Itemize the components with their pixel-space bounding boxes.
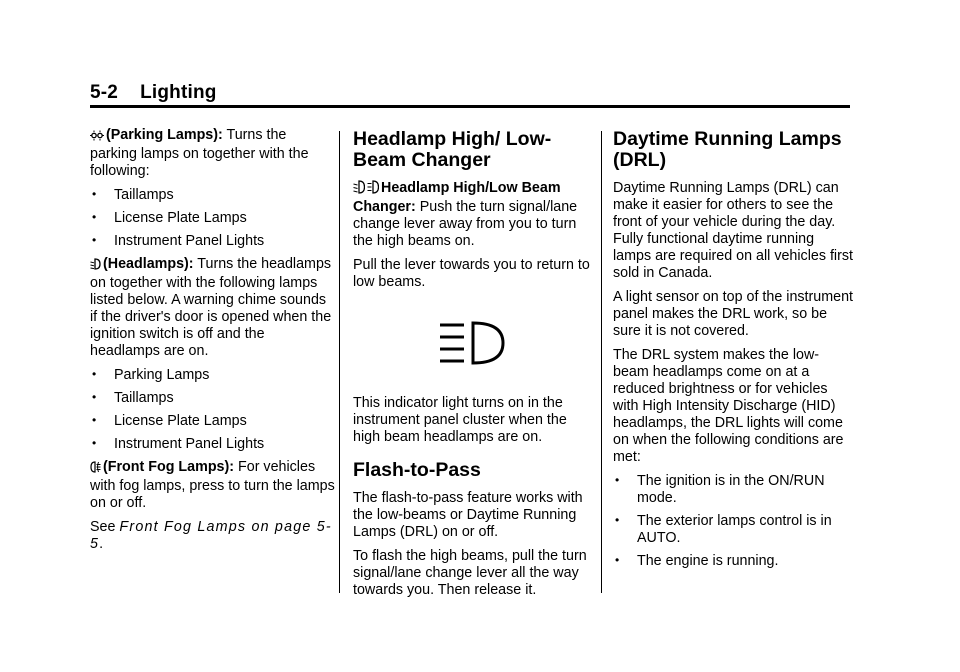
parking-lamps-label: (Parking Lamps): [106,127,223,143]
list-item: • The exterior lamps control is in AUTO. [615,513,832,546]
list-item: • License Plate Lamps [92,413,247,429]
section-heading: Headlamp High/ Low-Beam Changer [353,128,552,171]
high-beam-indicator-icon [437,317,509,369]
list-item: • Taillamps [92,390,174,406]
drl-conditions-list [613,473,853,570]
list-item: • The ignition is in the ON/RUN mode. [615,473,825,506]
headlamps-label: (Headlamps): [103,256,194,272]
list-item: • Instrument Panel Lights [92,233,265,249]
list-item: • Parking Lamps [92,367,210,383]
drl-paragraph-2: A light sensor on top of the instrument panel makes the DRL work, so be sure it is not covered. [613,289,854,339]
parking-lamp-icon [90,129,104,146]
column-divider [601,131,602,593]
list-item: • Instrument Panel Lights [92,436,265,452]
pull-paragraph: Pull the lever towards you to return to low beams. [353,257,590,290]
fog-lamp-icon [90,461,101,478]
changer-paragraph [353,180,593,250]
section-title: Lighting [140,82,217,103]
list-item: • The engine is running. [615,553,779,569]
high-beam-icon [367,180,379,199]
flash-paragraph: The flash-to-pass feature works with the low-beams or Daytime Running Lamps (DRL) on or off. [353,490,583,540]
parking-lamps-list [90,187,335,250]
column-3 [613,127,853,576]
parking-lamps-paragraph [90,127,335,180]
header-rule [90,105,850,108]
headlamps-text: Turns the headlamps on together with the following lamps listed below. A warning chime sounds if the driver's door is opened when the ignition switch is off and the headlamps are on. [90,256,332,359]
headlamps-paragraph [90,256,335,360]
drl-paragraph-1: Daytime Running Lamps (DRL) can make it easier for others to see the front of your vehicle during the day. Fully functional daytime running lamps are required on all vehicles first sold in Canada. [613,180,853,281]
high-beam-figure [353,299,593,389]
column-2 [353,127,593,606]
cross-reference-link[interactable]: Front Fog Lamps on page 5-5 [90,519,332,552]
section-heading: Flash-to-Pass [353,459,481,481]
changer-label: Headlamp High/Low Beam Changer: [353,180,561,215]
parking-lamps-text: Turns the parking lamps on together with the following: [90,127,309,179]
section-number: 5-2 [90,82,119,103]
drl-paragraph-3: The DRL system makes the low-beam headlamps come on at a reduced brightness or for vehicles with High Intensity Discharge (HID) headlamps, the DRL lights will come on when the following conditions are met: [613,347,844,465]
low-beam-icon [353,180,365,199]
section-heading: Daytime Running Lamps (DRL) [613,128,842,171]
list-item: • Taillamps [92,187,174,203]
fog-lamps-text: For vehicles with fog lamps, press to turn the lamps on or off. [90,459,335,511]
flash-paragraph-2: To flash the high beams, pull the turn signal/lane change lever all the way towards you. Then release it. [353,548,587,598]
headlamp-icon [90,258,101,275]
fog-lamps-paragraph [90,459,335,512]
headlamps-list [90,367,335,453]
changer-text: Push the turn signal/lane change lever away from you to turn the high beams on. [353,199,578,249]
column-divider [339,131,340,593]
fog-lamps-label: (Front Fog Lamps): [103,459,235,475]
see-reference: See Front Fog Lamps on page 5-5. [90,519,332,552]
page-header [90,82,850,104]
indicator-paragraph: This indicator light turns on in the instrument panel cluster when the high beam headlamps are on. [353,395,567,445]
column-1 [90,127,335,560]
list-item: • License Plate Lamps [92,210,247,226]
